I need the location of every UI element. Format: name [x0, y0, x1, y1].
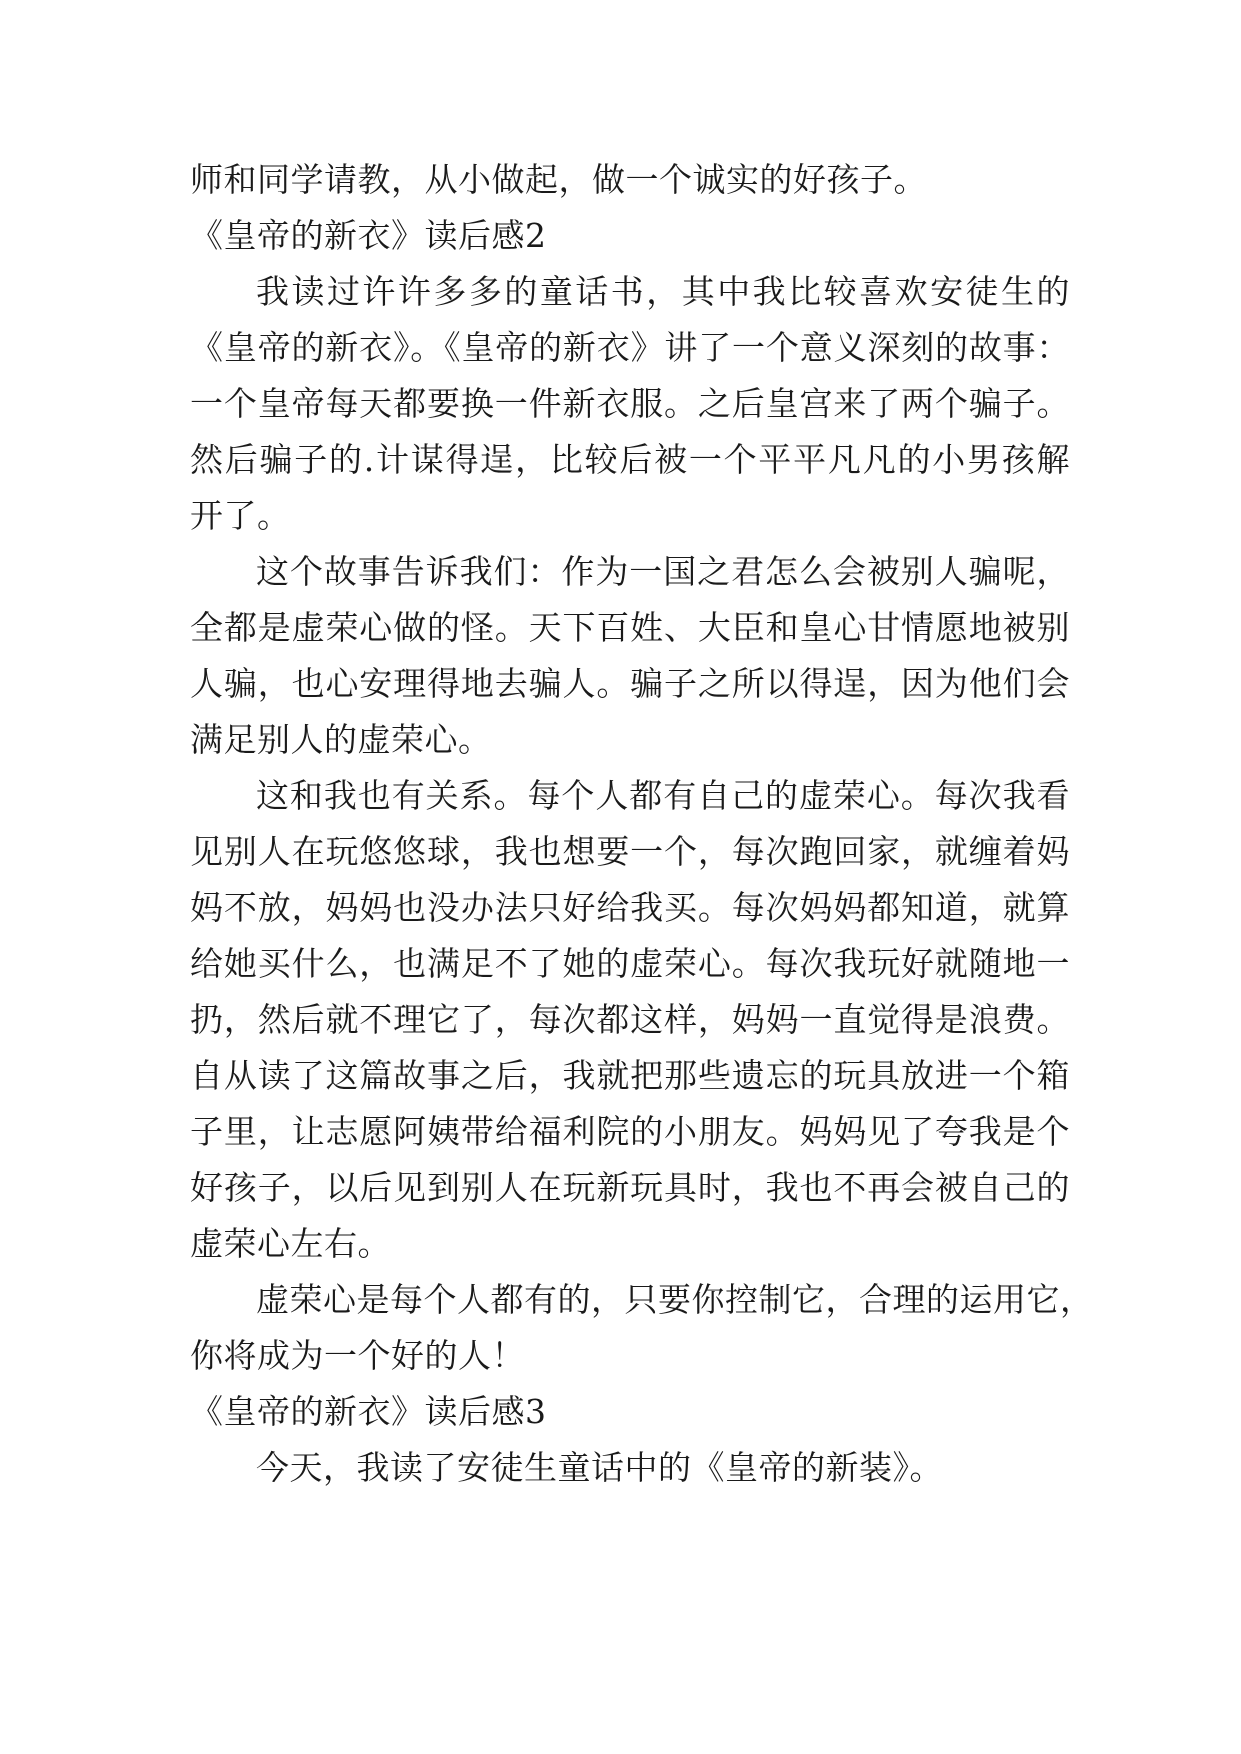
text-line: 自从读了这篇故事之后，我就把那些遗忘的玩具放进一个箱: [190, 1056, 1070, 1095]
text-line: 开了。: [190, 496, 291, 535]
text-line: 虚荣心左右。: [190, 1224, 391, 1263]
text-line: 好孩子，以后见到别人在玩新玩具时，我也不再会被自己的: [190, 1168, 1070, 1207]
text-line: 见别人在玩悠悠球，我也想要一个，每次跑回家，就缠着妈: [190, 832, 1070, 871]
text-line: 全都是虚荣心做的怪。天下百姓、大臣和皇心甘情愿地被别: [190, 608, 1070, 647]
text-line: 给她买什么，也满足不了她的虚荣心。每次我玩好就随地一: [190, 944, 1070, 983]
text-line: 然后骗子的.计谋得逞，比较后被一个平平凡凡的小男孩解: [190, 440, 1070, 479]
text-line: 你将成为一个好的人！: [190, 1336, 525, 1375]
essay-heading: 《皇帝的新衣》读后感2: [190, 216, 547, 255]
text-line: 子里，让志愿阿姨带给福利院的小朋友。妈妈见了夸我是个: [190, 1112, 1070, 1151]
text-line: 扔，然后就不理它了，每次都这样，妈妈一直觉得是浪费。: [190, 1000, 1070, 1039]
essay-heading: 《皇帝的新衣》读后感3: [190, 1392, 547, 1431]
text-line: 这和我也有关系。每个人都有自己的虚荣心。每次我看: [256, 776, 1070, 815]
text-line: 满足别人的虚荣心。: [190, 720, 492, 759]
text-line: 人骗，也心安理得地去骗人。骗子之所以得逞，因为他们会: [190, 664, 1070, 703]
text-line: 我读过许许多多的童话书，其中我比较喜欢安徒生的: [256, 272, 1070, 311]
text-line: 今天，我读了安徒生童话中的《皇帝的新装》。: [256, 1448, 943, 1487]
text-line: 《皇帝的新衣》。《皇帝的新衣》讲了一个意义深刻的故事：: [190, 328, 1070, 367]
document-page: [190, 152, 1094, 1496]
text-line: 虚荣心是每个人都有的，只要你控制它，合理的运用它，: [256, 1280, 1094, 1319]
text-line: 师和同学请教，从小做起，做一个诚实的好孩子。: [190, 160, 927, 199]
text-line: 妈不放，妈妈也没办法只好给我买。每次妈妈都知道，就算: [190, 888, 1070, 927]
text-line: 这个故事告诉我们：作为一国之君怎么会被别人骗呢，: [256, 552, 1070, 591]
text-line: 一个皇帝每天都要换一件新衣服。之后皇宫来了两个骗子。: [190, 384, 1070, 423]
